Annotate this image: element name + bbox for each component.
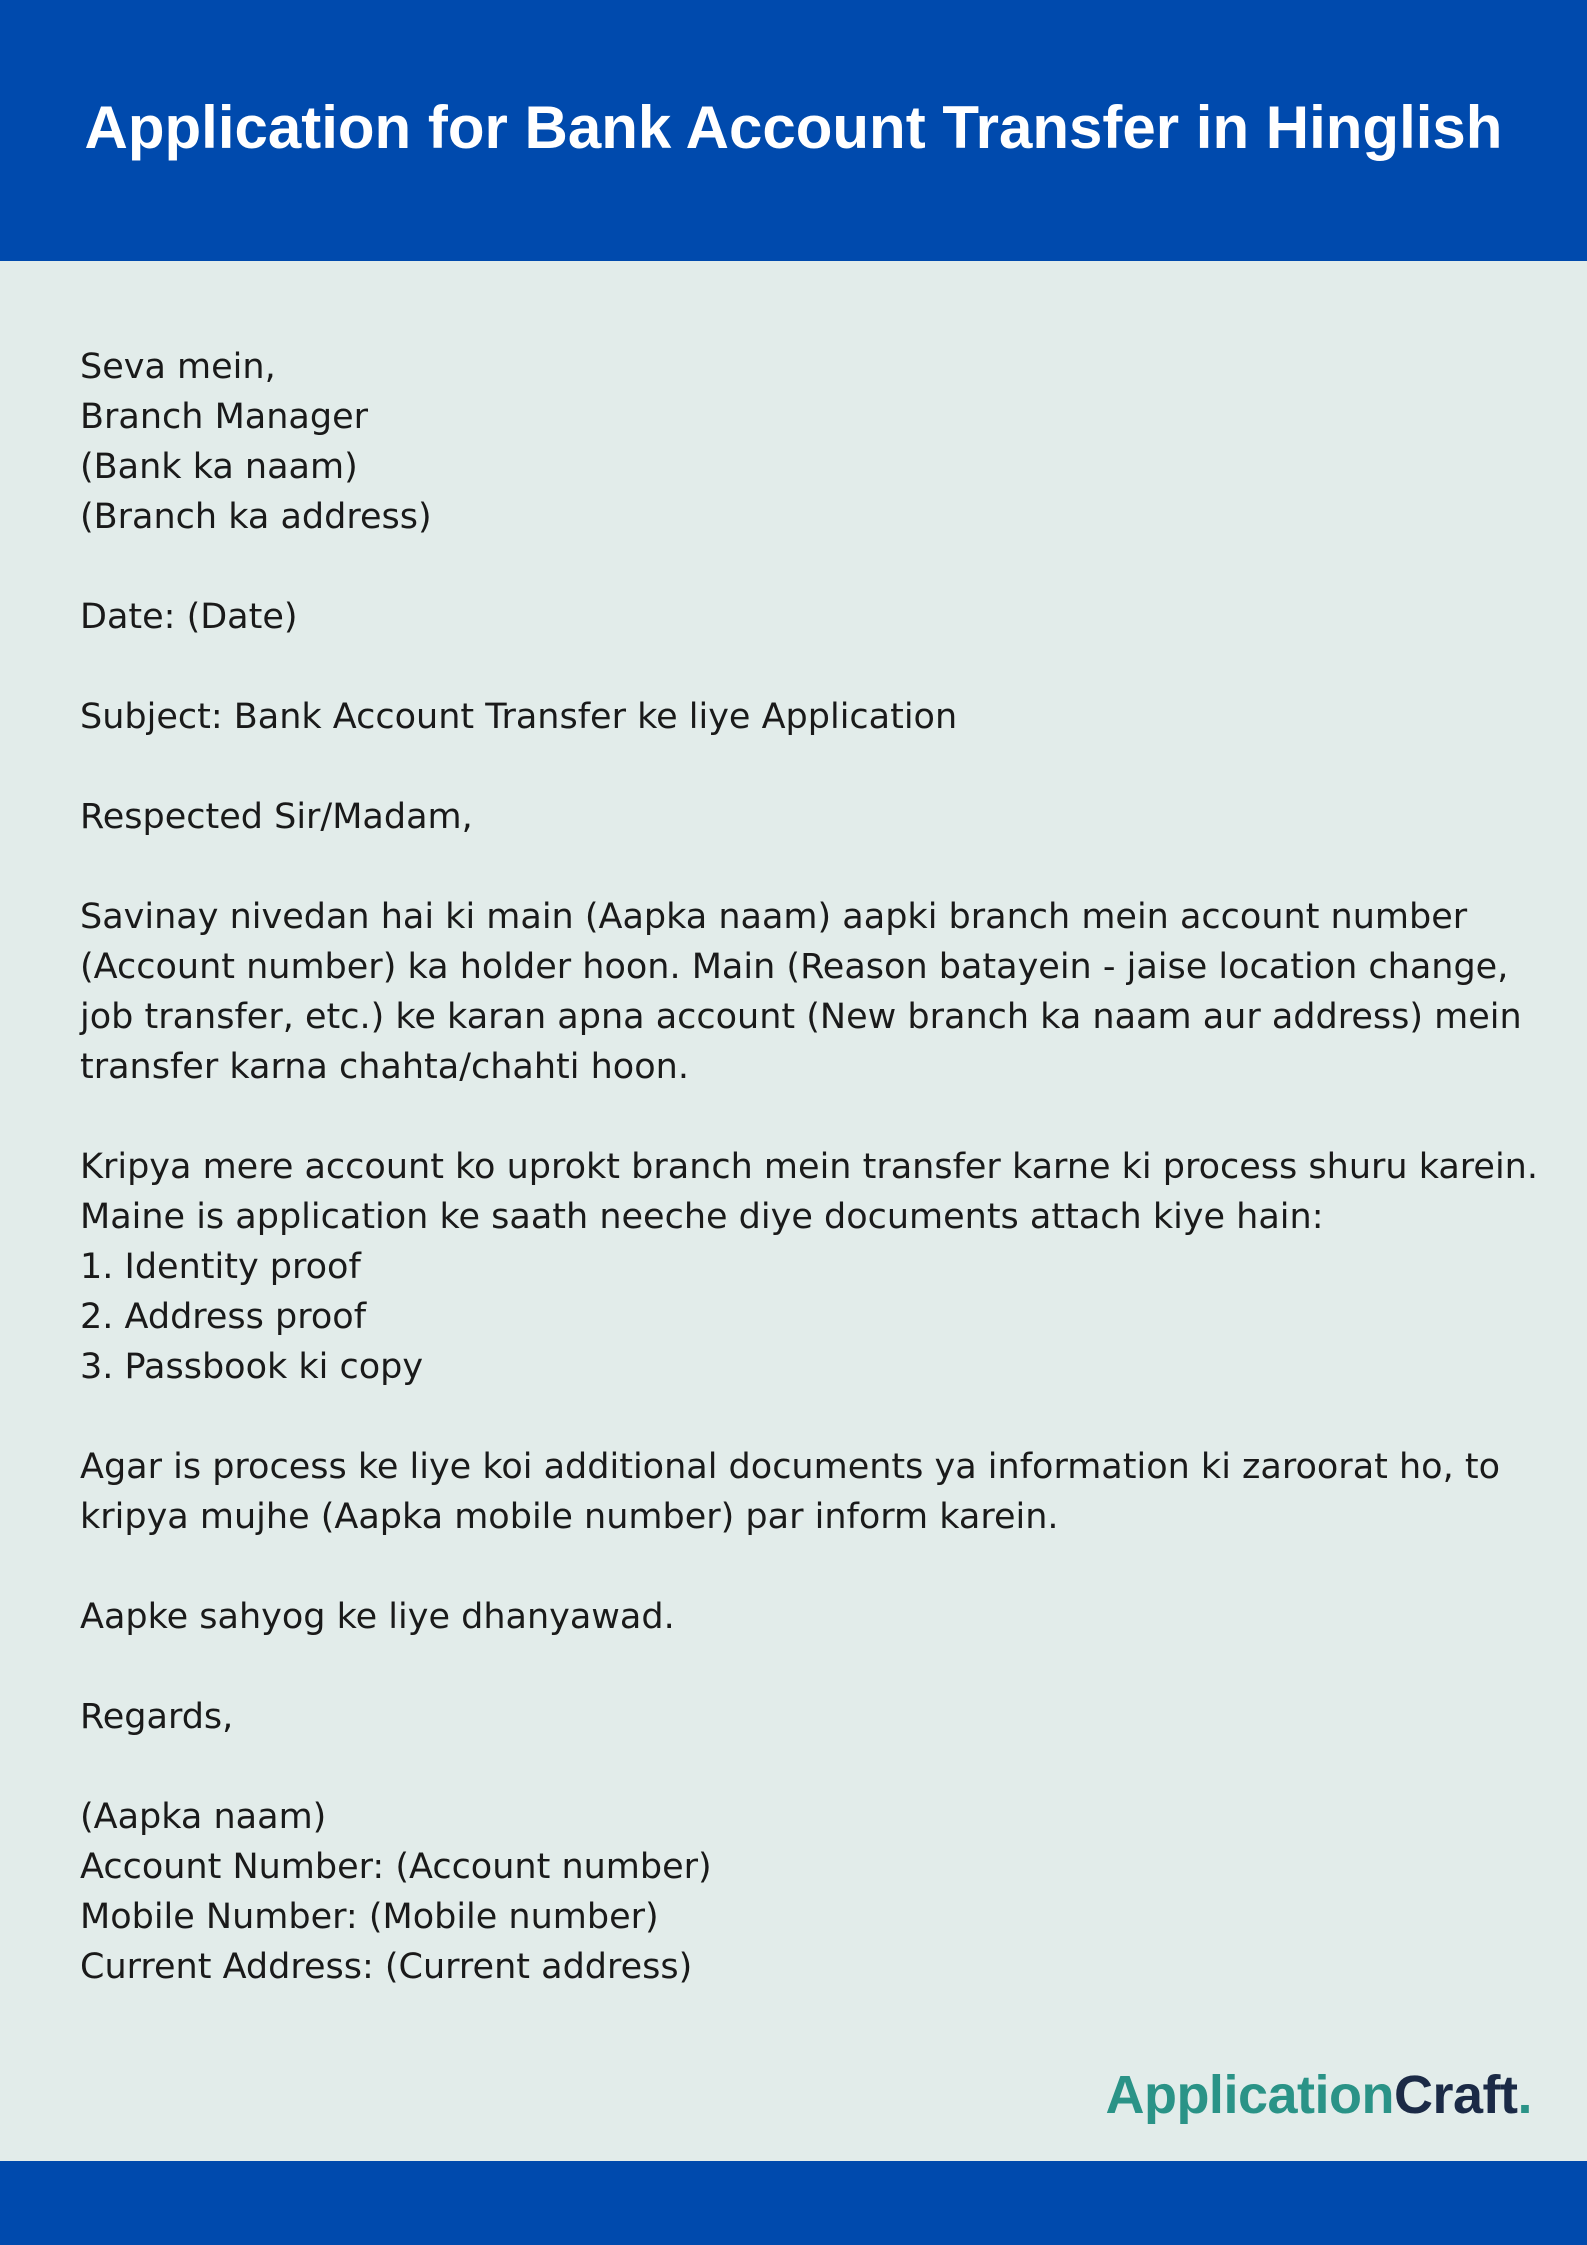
paragraph-line: Agar is process ke liye koi additional documents ya information ki zaroorat ho, to (80, 1447, 1500, 1487)
page-title: Application for Bank Account Transfer in Hinglish (84, 94, 1503, 161)
list-item: 1. Identity proof (80, 1247, 361, 1287)
signature-block (80, 1792, 1520, 1992)
signature-current-address: Current Address: (Current address) (80, 1947, 693, 1987)
documents-list (80, 1242, 1520, 1392)
spacer (80, 1092, 1520, 1142)
recipient-title: Branch Manager (80, 397, 368, 437)
recipient-address-block (80, 342, 1520, 542)
brand-logo-dot: . (1517, 2065, 1532, 2125)
paragraph-documents (80, 1142, 1538, 1392)
brand-logo-part1: Application (1105, 2065, 1394, 2125)
paragraph-line: (Account number) ka holder hoon. Main (Reason batayein - jaise location change, (80, 947, 1509, 987)
closing-line: Regards, (80, 1697, 234, 1737)
footer-banner (0, 2161, 1587, 2245)
list-item: 2. Address proof (80, 1297, 367, 1337)
thanks-line: Aapke sahyog ke liye dhanyawad. (80, 1597, 675, 1637)
brand-logo-part2: Craft (1393, 2065, 1518, 2125)
paragraph-line: Kripya mere account ko uprokt branch mein transfer karne ki process shuru karein. (80, 1147, 1538, 1187)
spacer (80, 842, 1520, 892)
list-item: 3. Passbook ki copy (80, 1347, 424, 1387)
spacer (80, 1392, 1520, 1442)
letter-greeting: Respected Sir/Madam, (80, 797, 473, 837)
paragraph-line: Savinay nivedan hai ki main (Aapka naam) aapki branch mein account number (80, 897, 1468, 937)
spacer (80, 542, 1520, 592)
paragraph-contact (80, 1442, 1520, 1542)
letter-body (80, 342, 1538, 1992)
header-banner (0, 0, 1587, 261)
spacer (80, 1742, 1520, 1792)
spacer (80, 1542, 1520, 1592)
signature-name: (Aapka naam) (80, 1797, 327, 1837)
signature-account-number: Account Number: (Account number) (80, 1847, 712, 1887)
paragraph-request (80, 892, 1520, 1092)
paragraph-line: Maine is application ke saath neeche diye documents attach kiye hain: (80, 1197, 1324, 1237)
spacer (80, 642, 1520, 692)
brand-logo (1105, 2060, 1532, 2130)
spacer (80, 742, 1520, 792)
paragraph-line: transfer karna chahta/chahti hoon. (80, 1047, 689, 1087)
letter-subject: Subject: Bank Account Transfer ke liye Application (80, 697, 958, 737)
spacer (80, 1642, 1520, 1692)
signature-mobile-number: Mobile Number: (Mobile number) (80, 1897, 659, 1937)
bank-name: (Bank ka naam) (80, 447, 358, 487)
branch-address: (Branch ka address) (80, 497, 432, 537)
paragraph-line: job transfer, etc.) ke karan apna account (New branch ka naam aur address) mein (80, 997, 1522, 1037)
paragraph-line: kripya mujhe (Aapka mobile number) par inform karein. (80, 1497, 1059, 1537)
salutation-to: Seva mein, (80, 347, 276, 387)
letter-date: Date: (Date) (80, 597, 298, 637)
